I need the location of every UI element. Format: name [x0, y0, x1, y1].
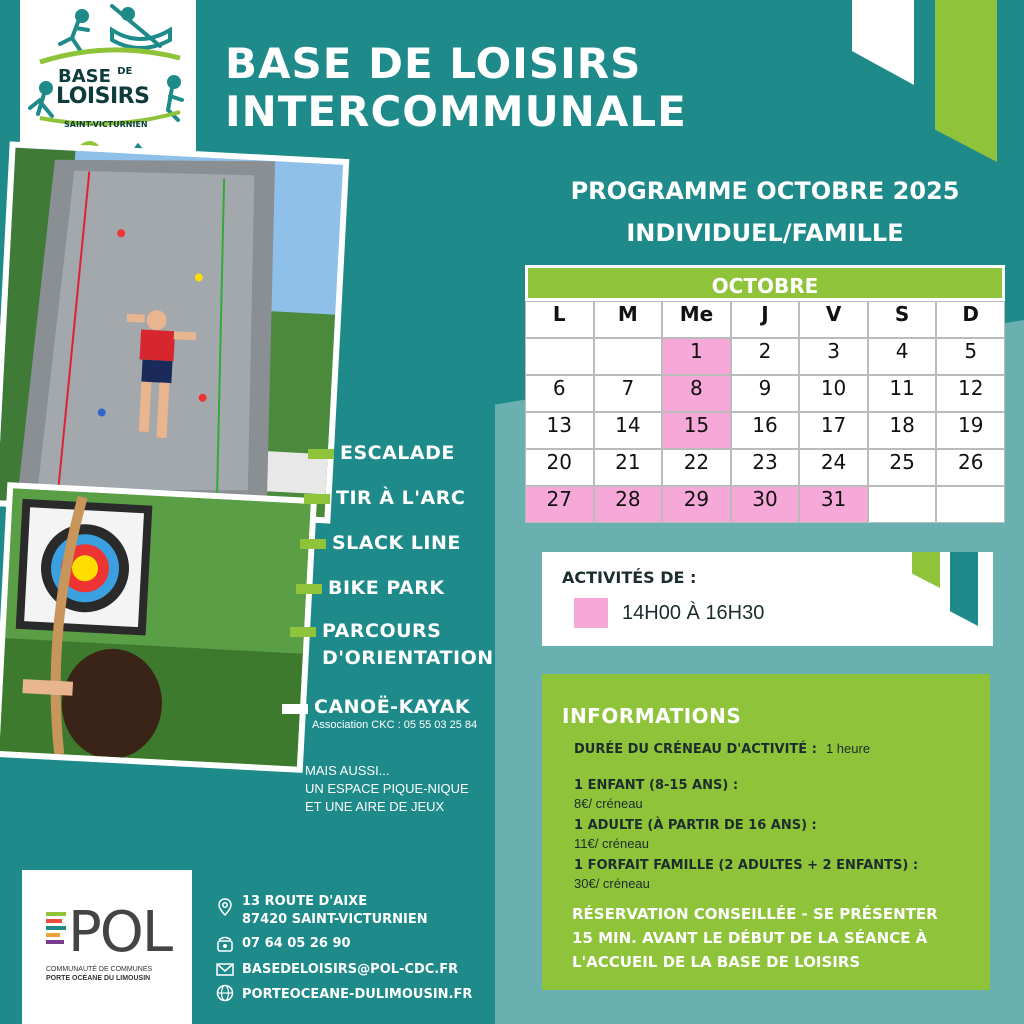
- calendar-day: 1: [662, 338, 731, 375]
- decorative-green-ribbon: [935, 0, 997, 162]
- calendar-month: OCTOBRE: [525, 265, 1005, 301]
- activity-bar-white: [282, 704, 308, 714]
- activity-canoe-kayak: CANOË-KAYAK: [314, 696, 471, 718]
- october-calendar: [525, 265, 1005, 523]
- phone-icon: [216, 935, 234, 953]
- price-value-family: 30€/ créneau: [574, 876, 650, 891]
- calendar-day: 14: [594, 412, 663, 449]
- email-icon: [216, 960, 234, 978]
- also-line-1: MAIS AUSSI...: [305, 763, 390, 778]
- calendar-day: 10: [799, 375, 868, 412]
- pink-legend-swatch: [574, 598, 608, 628]
- phone-number[interactable]: 07 64 05 26 90: [242, 936, 351, 951]
- calendar-day: 27: [525, 486, 594, 523]
- address: [242, 893, 428, 929]
- duration-line: [574, 741, 870, 757]
- pol-line-2: PORTE OCÉANE DU LIMOUSIN: [46, 975, 151, 982]
- logo-word-base: BASE: [58, 66, 111, 87]
- calendar-day: 31: [799, 486, 868, 523]
- activity-slack-line: SLACK LINE: [332, 532, 461, 554]
- activity-escalade: ESCALADE: [340, 442, 455, 464]
- logo-place: SAINT-VICTURNIEN: [64, 120, 148, 129]
- reservation-line-2: 15 MIN. AVANT LE DÉBUT DE LA SÉANCE À: [572, 929, 928, 947]
- calendar-day: 28: [594, 486, 663, 523]
- activity-tir-a-larc: TIR À L'ARC: [336, 487, 466, 509]
- climbing-photo: [0, 141, 349, 523]
- calendar-day: 12: [936, 375, 1005, 412]
- archery-illustration: [0, 488, 311, 766]
- calendar-day-of-week: J: [731, 301, 800, 338]
- activity-bar: [300, 539, 326, 549]
- calendar-day: 13: [525, 412, 594, 449]
- calendar-day-of-week: S: [868, 301, 937, 338]
- program-line-1: PROGRAMME OCTOBRE 2025: [570, 177, 960, 205]
- activity-hours-box: [542, 552, 993, 646]
- globe-icon: [216, 984, 234, 1002]
- reservation-line-1: RÉSERVATION CONSEILLÉE - SE PRÉSENTER: [572, 905, 938, 923]
- reservation-line-3: L'ACCUEIL DE LA BASE DE LOISIRS: [572, 953, 861, 971]
- price-value-adult: 11€/ créneau: [574, 836, 649, 851]
- logo-word-loisirs: LOISIRS: [56, 84, 150, 109]
- program-heading: [525, 170, 1005, 254]
- email-address[interactable]: BASEDELOISIRS@POL-CDC.FR: [242, 962, 459, 977]
- activity-bike-park: BIKE PARK: [328, 577, 445, 599]
- activity-bar: [304, 494, 330, 504]
- calendar-day: 3: [799, 338, 868, 375]
- calendar-day: 23: [731, 449, 800, 486]
- calendar-day: 7: [594, 375, 663, 412]
- calendar-day: 5: [936, 338, 1005, 375]
- calendar-empty-cell: [936, 486, 1005, 523]
- calendar-day: 26: [936, 449, 1005, 486]
- calendar-grid: [525, 301, 1005, 523]
- decorative-white-ribbon: [852, 0, 914, 85]
- calendar-day: 2: [731, 338, 800, 375]
- calendar-day-of-week: Me: [662, 301, 731, 338]
- calendar-day: 17: [799, 412, 868, 449]
- title-line-1: BASE DE LOISIRS: [225, 39, 642, 88]
- activity-hours-title: ACTIVITÉS DE :: [562, 568, 697, 587]
- calendar-day-of-week: D: [936, 301, 1005, 338]
- calendar-empty-cell: [868, 486, 937, 523]
- calendar-day: 16: [731, 412, 800, 449]
- activity-orientation: D'ORIENTATION: [322, 647, 494, 669]
- calendar-day: 9: [731, 375, 800, 412]
- pol-logo: [22, 870, 192, 1024]
- calendar-day: 21: [594, 449, 663, 486]
- decorative-green-tab: [912, 552, 940, 588]
- calendar-empty-cell: [594, 338, 663, 375]
- calendar-day: 24: [799, 449, 868, 486]
- pol-line-1: COMMUNAUTÉ DE COMMUNES: [46, 966, 153, 973]
- calendar-day: 25: [868, 449, 937, 486]
- archery-photo: [0, 482, 317, 773]
- activity-bar: [290, 627, 316, 637]
- also-line-3: ET UNE AIRE DE JEUX: [305, 799, 445, 814]
- program-line-2: INDIVIDUEL/FAMILLE: [626, 219, 904, 247]
- page-title: [225, 40, 687, 136]
- logo-word-de: DE: [117, 66, 133, 77]
- price-label-family: 1 FORFAIT FAMILLE (2 ADULTES + 2 ENFANTS) :: [574, 858, 919, 873]
- calendar-day: 20: [525, 449, 594, 486]
- calendar-empty-cell: [525, 338, 594, 375]
- calendar-day: 4: [868, 338, 937, 375]
- activity-bar: [296, 584, 322, 594]
- price-label-adult: 1 ADULTE (À PARTIR DE 16 ANS) :: [574, 818, 817, 833]
- calendar-day: 29: [662, 486, 731, 523]
- calendar-day-of-week: L: [525, 301, 594, 338]
- price-label-child: 1 ENFANT (8-15 ANS) :: [574, 778, 739, 793]
- calendar-day: 15: [662, 412, 731, 449]
- decorative-teal-tab: [950, 552, 978, 626]
- pol-stripes-icon: [46, 912, 66, 947]
- duration-value: 1 heure: [825, 741, 871, 756]
- price-value-child: 8€/ créneau: [574, 796, 643, 811]
- calendar-day: 18: [868, 412, 937, 449]
- title-line-2: INTERCOMMUNALE: [225, 87, 687, 136]
- website[interactable]: PORTEOCEANE-DULIMOUSIN.FR: [242, 987, 473, 1002]
- calendar-day: 30: [731, 486, 800, 523]
- activity-hours-value: 14H00 À 16H30: [622, 602, 765, 624]
- calendar-day-of-week: V: [799, 301, 868, 338]
- calendar-day-of-week: M: [594, 301, 663, 338]
- also-text: [305, 762, 469, 816]
- pol-name: POL: [68, 900, 172, 965]
- calendar-day: 8: [662, 375, 731, 412]
- calendar-day: 6: [525, 375, 594, 412]
- calendar-day: 19: [936, 412, 1005, 449]
- location-pin-icon: [216, 898, 234, 916]
- kayak-association: Association CKC : 05 55 03 25 84: [312, 719, 478, 731]
- duration-label: DURÉE DU CRÉNEAU D'ACTIVITÉ :: [574, 742, 817, 757]
- activity-parcours: PARCOURS: [322, 620, 442, 642]
- reservation-notice: [572, 902, 938, 974]
- calendar-day: 11: [868, 375, 937, 412]
- address-line-1: 13 ROUTE D'AIXE: [242, 894, 368, 909]
- information-heading: INFORMATIONS: [562, 704, 742, 728]
- calendar-day: 22: [662, 449, 731, 486]
- climbing-wall-illustration: [0, 148, 343, 518]
- activity-bar: [308, 449, 334, 459]
- address-line-2: 87420 SAINT-VICTURNIEN: [242, 912, 428, 927]
- information-box: [542, 674, 990, 990]
- also-line-2: UN ESPACE PIQUE-NIQUE: [305, 781, 469, 796]
